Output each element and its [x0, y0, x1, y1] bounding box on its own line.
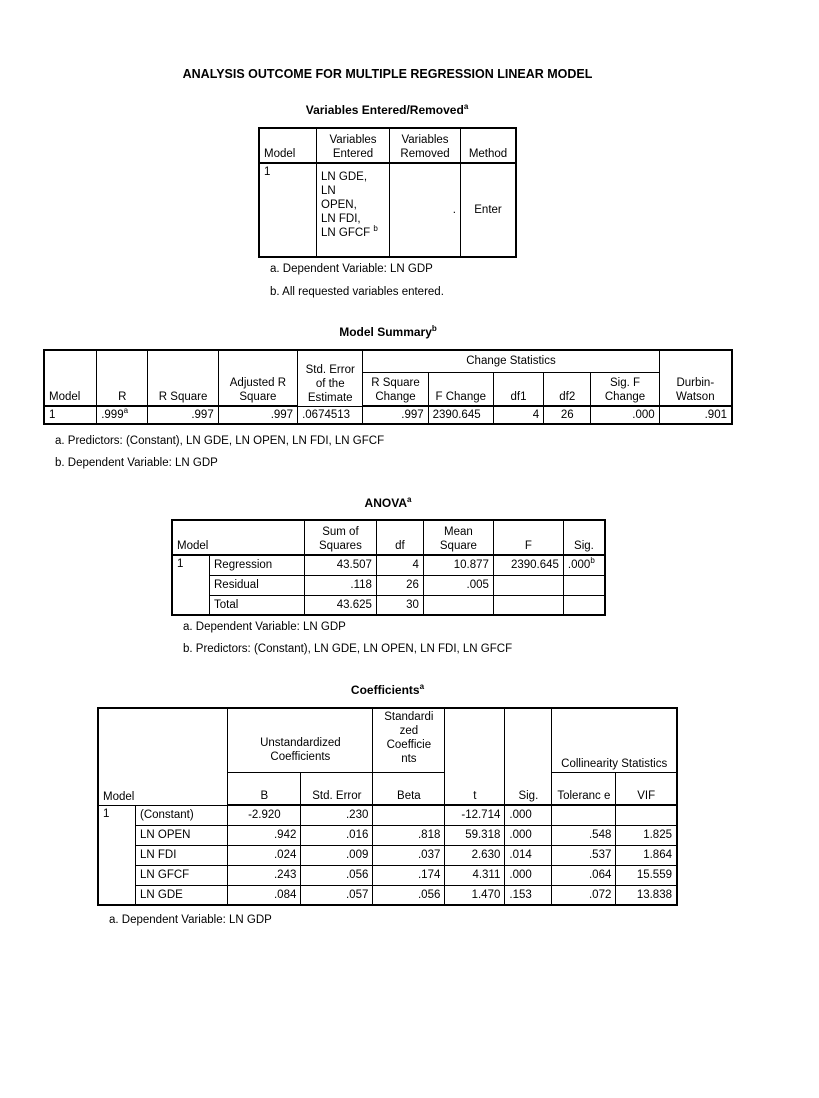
df2-cell: 26 [544, 406, 591, 424]
model-summary-table [43, 349, 733, 425]
header-df: df [376, 520, 423, 555]
df-cell: 30 [376, 595, 423, 615]
header-t: t [445, 772, 505, 805]
header-durbin-watson: Durbin-Watson [659, 372, 732, 406]
ms-cell: .005 [423, 575, 493, 595]
header-adjusted-r-square: Adjusted R Square [218, 372, 297, 406]
header-r: R [97, 372, 148, 406]
adjusted-r-square-cell: .997 [218, 406, 297, 424]
sig-cell: .000 [505, 805, 552, 825]
f-cell: 2390.645 [493, 555, 563, 575]
row-label: (Constant) [136, 805, 228, 825]
header-r-square: R Square [148, 372, 218, 406]
row-label: Residual [210, 575, 305, 595]
variables-entered-table [258, 127, 517, 258]
removed-cell: . [390, 163, 461, 257]
header-df2: df2 [544, 372, 591, 406]
sig-cell [563, 575, 605, 595]
header-f: F [493, 520, 563, 555]
ss-cell: .118 [304, 575, 376, 595]
header-sig: Sig. [563, 520, 605, 555]
header-variables-entered: Variables Entered [317, 128, 390, 163]
variables-entered-title: Variables Entered/Removed$^a$ [305, 102, 469, 117]
t-cell: 4.311 [445, 865, 505, 885]
header-vif: VIF [616, 772, 677, 805]
std-error-cell: .0674513 [298, 406, 363, 424]
durbin-watson-cell: .901 [659, 406, 732, 424]
row-label: LN GFCF [136, 865, 228, 885]
sig-cell: .014 [505, 845, 552, 865]
sig-cell [563, 595, 605, 615]
vif-cell: 1.864 [616, 845, 677, 865]
method-cell: Enter [461, 163, 517, 257]
row-label: Regression [210, 555, 305, 575]
note: a. Dependent Variable: LN GDP [109, 914, 272, 926]
header-std-error: Std. Error [301, 772, 373, 805]
beta-cell: .818 [373, 825, 445, 845]
row-label: LN FDI [136, 845, 228, 865]
header-change-statistics: Change Statistics [363, 350, 659, 372]
beta-cell: .056 [373, 885, 445, 905]
ss-cell: 43.507 [304, 555, 376, 575]
header-method: Method [461, 128, 517, 163]
tol-cell: .548 [552, 825, 616, 845]
se-cell: .057 [301, 885, 373, 905]
model-cell: 1 [98, 805, 136, 905]
note: b. All requested variables entered. [270, 286, 444, 298]
vif-cell [616, 805, 677, 825]
note: a. Predictors: (Constant), LN GDE, LN OPEN, LN FDI, LN GFCF [55, 435, 385, 447]
r-square-change-cell: .997 [363, 406, 428, 424]
ms-cell: 10.877 [423, 555, 493, 575]
header-model: Model [98, 708, 228, 805]
note: b. Dependent Variable: LN GDP [55, 457, 218, 469]
r-square-cell: .997 [148, 406, 218, 424]
b-cell: .243 [228, 865, 301, 885]
se-cell: .009 [301, 845, 373, 865]
note: a. Dependent Variable: LN GDP [183, 621, 346, 633]
coefficients-title: Coefficients$^a$ [350, 682, 425, 697]
note: b. Predictors: (Constant), LN GDE, LN OPEN, LN FDI, LN GFCF [183, 643, 513, 655]
sig-cell: .153 [505, 885, 552, 905]
model-cell: 1 [259, 163, 317, 257]
t-cell: 59.318 [445, 825, 505, 845]
anova-title: ANOVA$^a$ [364, 495, 412, 510]
sig-f-change-cell: .000 [591, 406, 659, 424]
sig-cell: .000 [505, 865, 552, 885]
header-model: Model [259, 128, 317, 163]
note: a. Dependent Variable: LN GDP [270, 263, 433, 275]
vif-cell: 13.838 [616, 885, 677, 905]
header-b: B [228, 772, 301, 805]
df-cell: 4 [376, 555, 423, 575]
row-label: Total [210, 595, 305, 615]
header-model: Model [44, 372, 97, 406]
b-cell: .942 [228, 825, 301, 845]
t-cell: -12.714 [445, 805, 505, 825]
anova-table [171, 519, 606, 616]
header-df1: df1 [493, 372, 543, 406]
df-cell: 26 [376, 575, 423, 595]
row-label: LN OPEN [136, 825, 228, 845]
sig-cell: .000 [505, 825, 552, 845]
tol-cell: .537 [552, 845, 616, 865]
se-cell: .056 [301, 865, 373, 885]
f-cell [493, 595, 563, 615]
ms-cell [423, 595, 493, 615]
header-std-error: Std. Error of the Estimate [298, 350, 363, 406]
r-cell: .999$^a$ [97, 406, 148, 424]
tol-cell: .064 [552, 865, 616, 885]
f-cell [493, 575, 563, 595]
entered-cell: LN GDE, LN OPEN, LN FDI, LN GFCF $^b$ [317, 163, 390, 257]
vif-cell: 1.825 [616, 825, 677, 845]
coefficients-table [97, 707, 678, 906]
ss-cell: 43.625 [304, 595, 376, 615]
model-cell: 1 [44, 406, 97, 424]
f-change-cell: 2390.645 [428, 406, 493, 424]
header-collinearity: Collinearity Statistics [552, 708, 677, 772]
header-f-change: F Change [428, 372, 493, 406]
tol-cell: .072 [552, 885, 616, 905]
beta-cell: .037 [373, 845, 445, 865]
df1-cell: 4 [493, 406, 543, 424]
header-sig-f-change: Sig. F Change [591, 372, 659, 406]
se-cell: .016 [301, 825, 373, 845]
document-title: ANALYSIS OUTCOME FOR MULTIPLE REGRESSION LINEAR MODEL [182, 67, 593, 81]
header-sum-of-squares: Sum of Squares [304, 520, 376, 555]
header-r-square-change: R Square Change [363, 372, 428, 406]
t-cell: 2.630 [445, 845, 505, 865]
header-sig: Sig. [505, 772, 552, 805]
row-label: LN GDE [136, 885, 228, 905]
sig-cell: .000$^b$ [563, 555, 605, 575]
header-beta: Beta [373, 772, 445, 805]
tol-cell [552, 805, 616, 825]
b-cell: -2.920 [228, 805, 301, 825]
model-cell: 1 [172, 555, 210, 615]
b-cell: .084 [228, 885, 301, 905]
model-summary-title: Model Summary$^b$ [339, 324, 437, 339]
vif-cell: 15.559 [616, 865, 677, 885]
se-cell: .230 [301, 805, 373, 825]
header-unstandardized: Unstandardized Coefficients [228, 708, 373, 772]
beta-cell: .174 [373, 865, 445, 885]
header-tolerance: Toleranc e [552, 772, 616, 805]
header-standardized: Standardi zed Coefficie nts [373, 708, 445, 772]
beta-cell [373, 805, 445, 825]
header-model: Model [172, 520, 304, 555]
header-mean-square: Mean Square [423, 520, 493, 555]
t-cell: 1.470 [445, 885, 505, 905]
header-variables-removed: Variables Removed [390, 128, 461, 163]
b-cell: .024 [228, 845, 301, 865]
